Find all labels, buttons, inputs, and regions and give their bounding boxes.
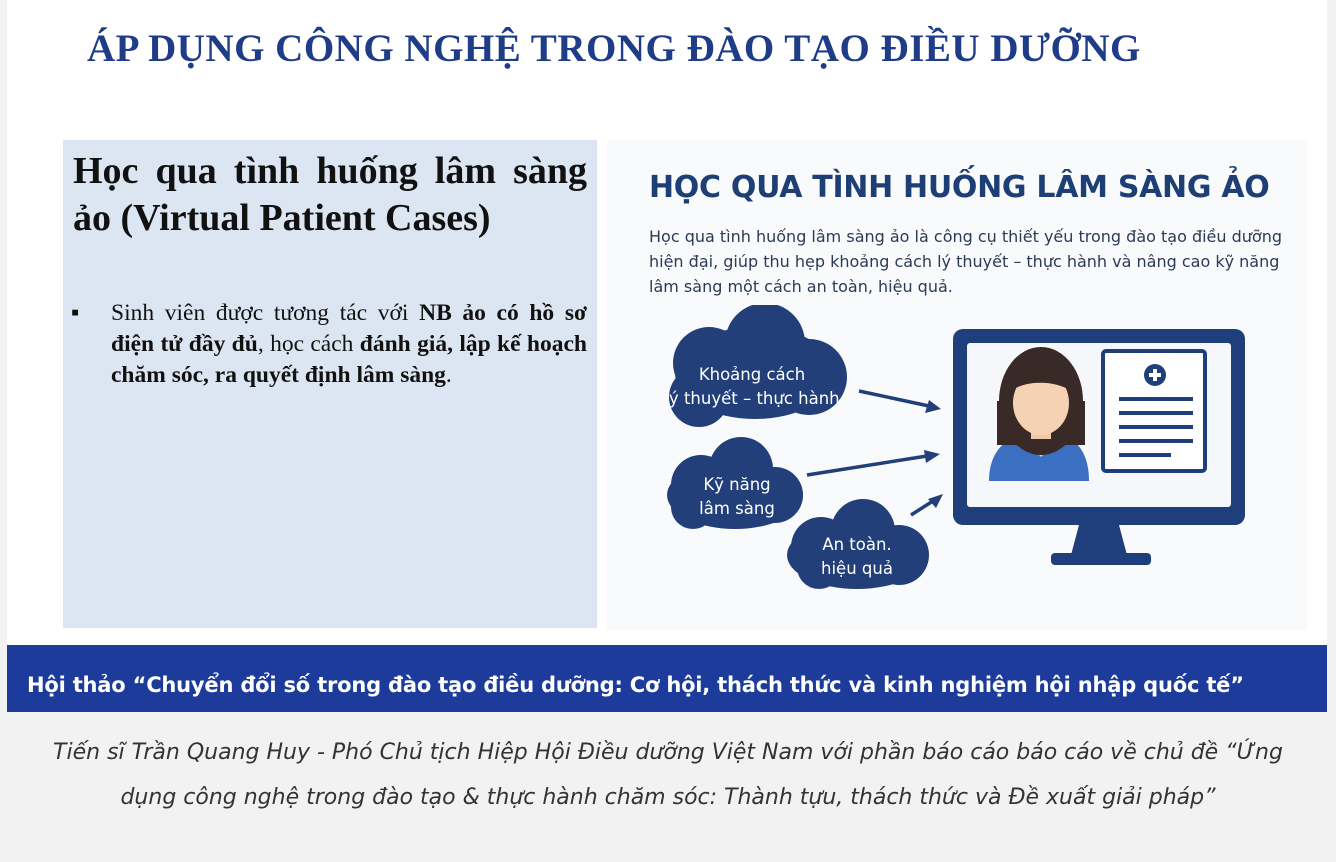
bullet-text-3: . xyxy=(445,362,452,388)
infographic-title: HỌC QUA TÌNH HUỐNG LÂM SÀNG ẢO xyxy=(649,170,1270,205)
cloud-label-2b: lâm sàng xyxy=(699,499,775,518)
cloud-icon xyxy=(667,437,803,529)
cloud-icon xyxy=(787,499,929,589)
cloud-icon xyxy=(664,305,847,427)
conference-banner xyxy=(7,645,1327,712)
plus-icon xyxy=(1144,364,1166,386)
bullet-bold-2: đánh giá, lập kế hoạch chăm sóc, ra quyết định lâm sàng xyxy=(111,331,587,388)
bullet-bold-1: NB ảo có hồ sơ điện tử đầy đủ xyxy=(111,300,587,357)
bullet-item xyxy=(63,298,587,391)
cloud-label-3b: hiệu quả xyxy=(821,559,893,578)
virtual-patient-illustration xyxy=(607,305,1307,605)
slide-title: ÁP DỤNG CÔNG NGHỆ TRONG ĐÀO TẠO ĐIỀU DƯỠNG xyxy=(87,27,1141,70)
medical-record-icon xyxy=(1103,351,1205,471)
left-heading: Học qua tình huống lâm sàng ảo (Virtual Patient Cases) xyxy=(73,150,587,239)
bullet-text-1: Sinh viên được tương tác với xyxy=(111,300,420,326)
infographic-description: Học qua tình huống lâm sàng ảo là công cụ thiết yếu trong đào tạo điều dưỡng hiện đại, giúp thu hẹp khoảng cách lý thuyết – thực hành và nâng cao kỹ năng lâm sàng một cách an toàn, hiệu quả. xyxy=(649,227,1282,296)
arrow-icon xyxy=(807,450,940,475)
cloud-label-2a: Kỹ năng xyxy=(703,475,771,494)
image-caption: Tiến sĩ Trần Quang Huy - Phó Chủ tịch Hiệp Hội Điều dưỡng Việt Nam với phần báo cáo báo cáo về chủ đề “Ứng dụng công nghệ trong đào tạo & thực hành chăm sóc: Thành tựu, thách thức và Đề xuất giải pháp” xyxy=(53,740,1283,810)
arrow-icon xyxy=(911,494,943,515)
left-text-box xyxy=(63,140,597,628)
infographic-panel xyxy=(607,140,1307,630)
bullet-text-2: , học cách xyxy=(257,331,360,357)
cloud-label-1b: lý thuyết – thực hành xyxy=(664,389,840,408)
conference-banner-text: Hội thảo “Chuyển đổi số trong đào tạo điều dưỡng: Cơ hội, thách thức và kinh nghiệm hội nhập quốc tế” xyxy=(27,673,1244,697)
arrow-icon xyxy=(859,391,941,413)
cloud-label-1a: Khoảng cách xyxy=(698,365,806,384)
bullet-list xyxy=(63,298,587,391)
bullet-marker-icon: ▪ xyxy=(71,300,80,326)
cloud-label-3a: An toàn. xyxy=(822,535,892,554)
slide-image xyxy=(7,0,1327,712)
